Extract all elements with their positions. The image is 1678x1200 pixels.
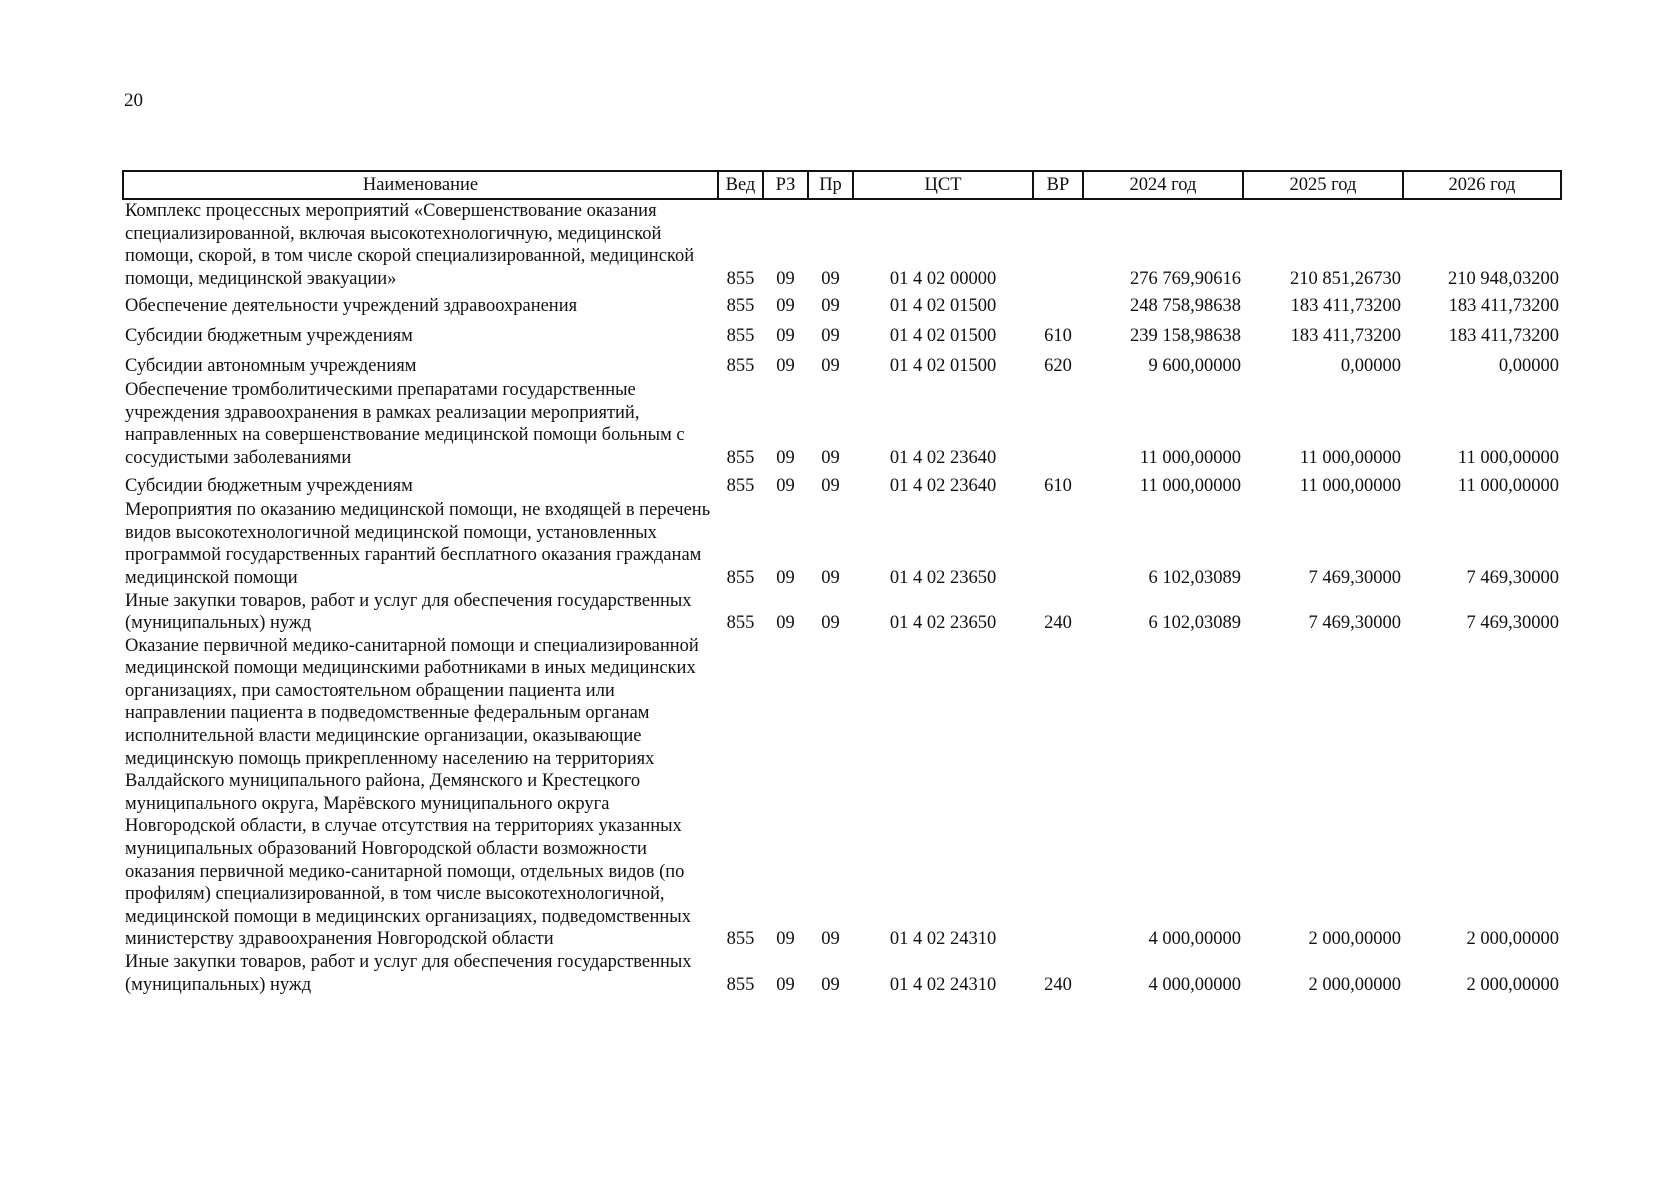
row-name: Иные закупки товаров, работ и услуг для обеспечения государственных (муниципальных) нужд (125, 590, 692, 634)
row-2026: 2 000,00000 (1466, 974, 1559, 995)
row-2025: 183 411,73200 (1290, 296, 1401, 317)
row-rz: 09 (776, 475, 795, 496)
row-2024: 11 000,00000 (1139, 447, 1241, 468)
row-cst: 01 4 02 00000 (889, 268, 997, 289)
row-name: Обеспечение тромболитическими препаратами государственные учреждения здравоохранения в рамках реализации мероприятий, направленных на совершенствование медицинской помощи больным с сосудистыми заболеваниями (125, 380, 685, 468)
row-ved: 855 (726, 325, 755, 346)
row-rz: 09 (776, 325, 795, 346)
table-row (123, 499, 1561, 589)
row-pr: 09 (821, 447, 840, 468)
row-cst: 01 4 02 01500 (889, 296, 997, 317)
row-vr (1033, 499, 1083, 589)
header-ved: Вед (718, 171, 763, 199)
row-name: Субсидии автономным учреждениям (125, 355, 417, 376)
table-row (123, 470, 1561, 500)
row-cst: 01 4 02 23650 (889, 613, 997, 634)
header-2025: 2025 год (1243, 171, 1403, 199)
row-2025: 11 000,00000 (1299, 447, 1401, 468)
row-cst: 01 4 02 24310 (889, 974, 997, 995)
row-cst: 01 4 02 01500 (889, 355, 997, 376)
row-name: Комплекс процессных мероприятий «Совершенствование оказания специализированной, включая высокотехнологичную, медицинской помощи, скорой, в том числе скорой специализированной, медицинской помощи, медицинской эвакуации» (125, 201, 695, 289)
row-pr: 09 (821, 567, 840, 588)
row-pr: 09 (821, 974, 840, 995)
row-2024: 6 102,03089 (1148, 613, 1241, 634)
row-2025: 7 469,30000 (1308, 567, 1401, 588)
row-name: Оказание первичной медико-санитарной помощи и специализированной медицинской помощи медицинскими работниками в иных медицинских организациях, при самостоятельном обращении пациента или направлении пациента в подведомственные федеральным органам исполнительной власти медицинские организации, оказывающие медицинскую помощь прикрепленному населению на территориях Валдайского муниципального района, Демянского и Крестецкого муниципального округа, Марёвского муниципального округа Новгородской области, в случае отсутствия на территориях указанных муниципальных образований Новгородской области возможности оказания первичной медико-санитарной помощи, отдельных видов (по профилям) специализированной, в том числе высокотехнологичной, медицинской помощи в медицинских организациях, подведомственных министерству здравоохранения Новгородской области (125, 635, 699, 950)
row-2026: 210 948,03200 (1448, 268, 1559, 289)
header-vr: ВР (1033, 171, 1083, 199)
row-vr (1033, 290, 1083, 320)
row-cst: 01 4 02 01500 (889, 325, 997, 346)
row-2024: 248 758,98638 (1130, 296, 1241, 317)
row-cst: 01 4 02 23640 (889, 447, 997, 468)
row-rz: 09 (776, 268, 795, 289)
row-2025: 2 000,00000 (1308, 974, 1401, 995)
row-2026: 11 000,00000 (1457, 447, 1559, 468)
row-vr (1033, 635, 1083, 951)
row-2024: 9 600,00000 (1148, 355, 1241, 376)
row-vr (1033, 199, 1083, 290)
row-2026: 7 469,30000 (1466, 567, 1559, 588)
row-ved: 855 (726, 475, 755, 496)
row-ved: 855 (726, 296, 755, 317)
table-row (123, 635, 1561, 951)
row-pr: 09 (821, 929, 840, 950)
row-pr: 09 (821, 475, 840, 496)
row-2024: 276 769,90616 (1130, 268, 1241, 289)
page-number: 20 (124, 90, 143, 111)
row-rz: 09 (776, 296, 795, 317)
row-2025: 183 411,73200 (1290, 325, 1401, 346)
row-rz: 09 (776, 447, 795, 468)
row-2025: 2 000,00000 (1308, 929, 1401, 950)
header-2026: 2026 год (1403, 171, 1561, 199)
row-2025: 0,00000 (1340, 355, 1401, 376)
row-vr: 240 (1044, 613, 1072, 634)
row-name: Обеспечение деятельности учреждений здравоохранения (125, 296, 578, 317)
row-rz: 09 (776, 974, 795, 995)
row-ved: 855 (726, 974, 755, 995)
row-pr: 09 (821, 268, 840, 289)
table-row (123, 320, 1561, 350)
row-name: Мероприятия по оказанию медицинской помощи, не входящей в перечень видов высокотехнологичной медицинской помощи, установленных программой государственных гарантий бесплатного оказания гражданам медицинской помощи (125, 500, 711, 588)
table-row (123, 951, 1561, 996)
row-vr (1033, 379, 1083, 469)
row-2026: 183 411,73200 (1448, 296, 1559, 317)
row-ved: 855 (726, 355, 755, 376)
row-2025: 210 851,26730 (1290, 268, 1401, 289)
header-rz: РЗ (763, 171, 808, 199)
row-2026: 183 411,73200 (1448, 325, 1559, 346)
row-2026: 0,00000 (1498, 355, 1559, 376)
row-2025: 11 000,00000 (1299, 475, 1401, 496)
row-pr: 09 (821, 325, 840, 346)
table-row (123, 199, 1561, 290)
row-vr: 240 (1044, 974, 1072, 995)
row-2026: 11 000,00000 (1457, 475, 1559, 496)
table-row (123, 590, 1561, 635)
row-vr: 610 (1044, 475, 1072, 496)
row-rz: 09 (776, 929, 795, 950)
table-row (123, 379, 1561, 469)
row-ved: 855 (726, 929, 755, 950)
header-cst: ЦСТ (853, 171, 1033, 199)
row-vr: 610 (1044, 325, 1072, 346)
table-row (123, 290, 1561, 320)
row-ved: 855 (726, 268, 755, 289)
header-pr: Пр (808, 171, 853, 199)
row-vr: 620 (1044, 355, 1072, 376)
row-rz: 09 (776, 613, 795, 634)
header-name: Наименование (123, 171, 718, 199)
row-rz: 09 (776, 567, 795, 588)
row-rz: 09 (776, 355, 795, 376)
row-name: Субсидии бюджетным учреждениям (125, 475, 413, 496)
header-2024: 2024 год (1083, 171, 1243, 199)
row-pr: 09 (821, 613, 840, 634)
row-name: Субсидии бюджетным учреждениям (125, 325, 413, 346)
row-2024: 4 000,00000 (1148, 974, 1241, 995)
row-ved: 855 (726, 613, 755, 634)
row-cst: 01 4 02 24310 (889, 929, 997, 950)
row-pr: 09 (821, 355, 840, 376)
row-2026: 2 000,00000 (1466, 929, 1559, 950)
row-ved: 855 (726, 447, 755, 468)
budget-table (122, 170, 1562, 996)
table-header (123, 171, 1561, 199)
row-cst: 01 4 02 23650 (889, 567, 997, 588)
row-2024: 11 000,00000 (1139, 475, 1241, 496)
row-2025: 7 469,30000 (1308, 613, 1401, 634)
row-2026: 7 469,30000 (1466, 613, 1559, 634)
row-pr: 09 (821, 296, 840, 317)
row-name: Иные закупки товаров, работ и услуг для обеспечения государственных (муниципальных) нужд (125, 952, 692, 995)
row-cst: 01 4 02 23640 (889, 475, 997, 496)
table-row (123, 350, 1561, 380)
row-2024: 4 000,00000 (1148, 929, 1241, 950)
row-ved: 855 (726, 567, 755, 588)
row-2024: 6 102,03089 (1148, 567, 1241, 588)
row-2024: 239 158,98638 (1130, 325, 1241, 346)
